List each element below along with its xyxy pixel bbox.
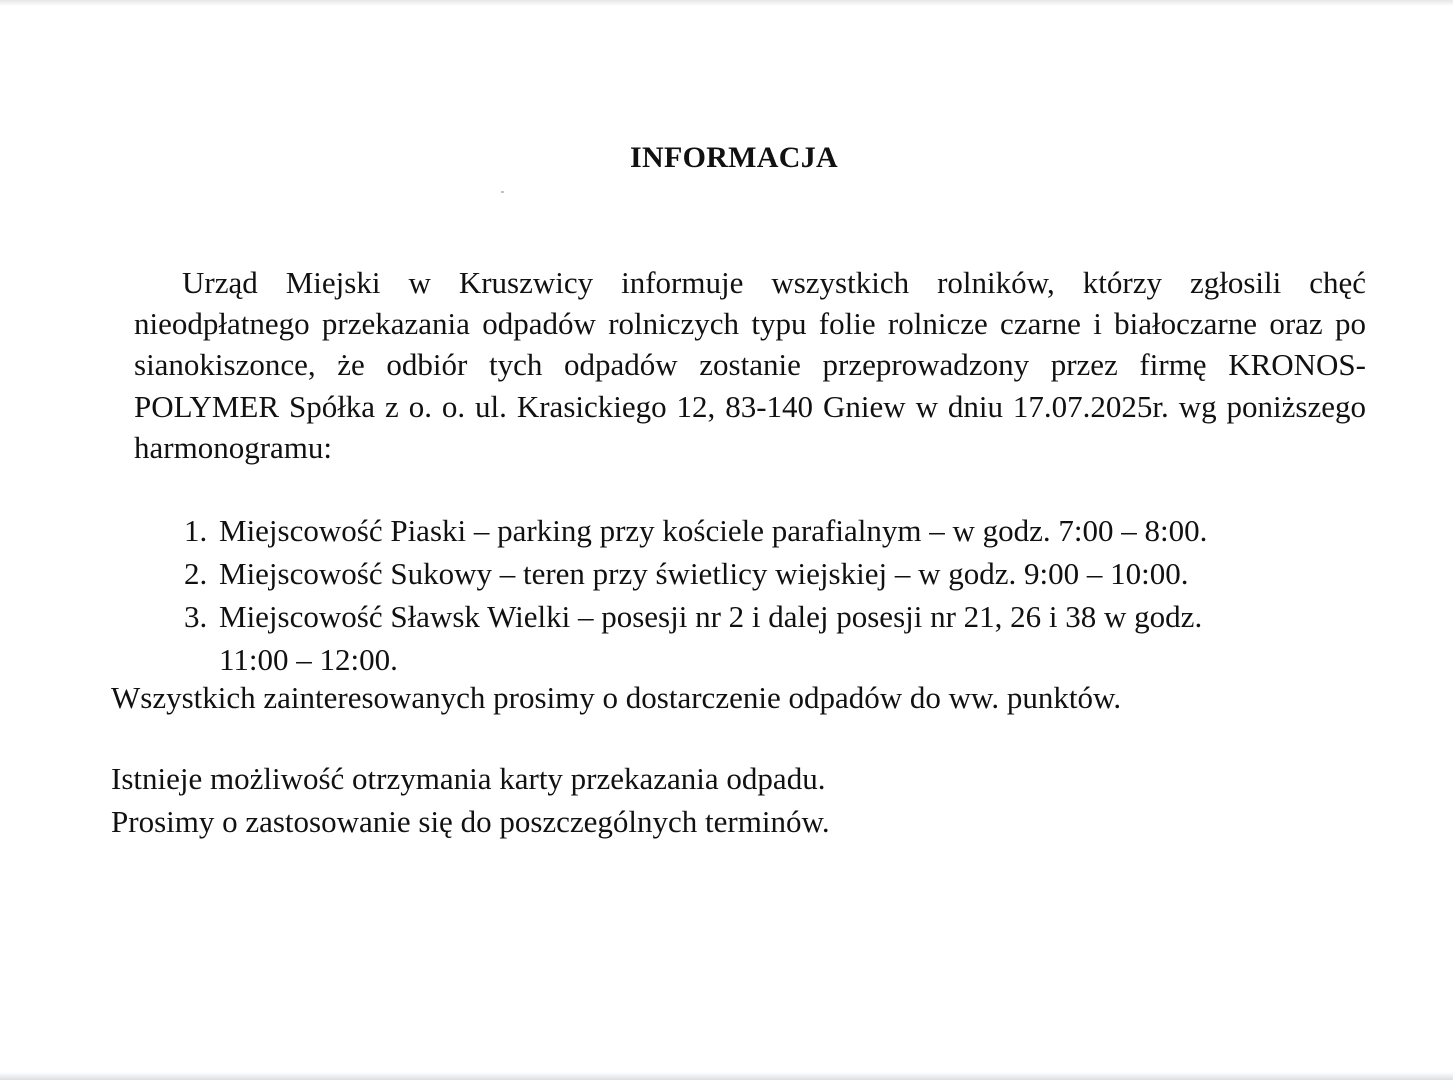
- schedule-item: [184, 595, 1374, 681]
- schedule-item-text: Miejscowość Sławsk Wielki – posesji nr 2 i dalej posesji nr 21, 26 i 38 w godz.: [219, 599, 1203, 634]
- intro-paragraph: Urząd Miejski w Kruszwicy informuje wszystkich rolników, którzy zgłosili chęć nieodpłatnego przekazania odpadów rolniczych typu folie rolnicze czarne i białoczarne oraz po sianokiszonce, że odbiór tych odpadów zostanie przeprowadzony przez firmę KRONOS-POLYMER Spółka z o. o. ul. Krasickiego 12, 83-140 Gniew w dniu 17.07.2025r. wg poniższego harmonogramu:: [134, 265, 1366, 465]
- schedule-item-text: Miejscowość Sukowy – teren przy świetlicy wiejskiej – w godz. 9:00 – 10:00.: [219, 556, 1189, 591]
- schedule-item: [184, 509, 1374, 552]
- schedule-item-number: 1.: [184, 513, 208, 548]
- schedule-item-text: Miejscowość Piaski – parking przy kościele parafialnym – w godz. 7:00 – 8:00.: [219, 513, 1208, 548]
- schedule-item-continuation: 11:00 – 12:00.: [219, 642, 398, 677]
- schedule-list: [184, 509, 1374, 681]
- note-line: Istnieje możliwość otrzymania karty przekazania odpadu.: [111, 761, 826, 796]
- closing-paragraph: Wszystkich zainteresowanych prosimy o dostarczenie odpadów do ww. punktów.: [111, 680, 1122, 715]
- schedule-item-number: 2.: [184, 556, 208, 591]
- page-bottom-edge: [0, 1072, 1453, 1080]
- scan-speck: [501, 191, 504, 193]
- note-line: Prosimy o zastosowanie się do poszczególnych terminów.: [111, 804, 830, 839]
- schedule-item: [184, 552, 1374, 595]
- schedule-item-number: 3.: [184, 599, 208, 634]
- document-title: INFORMACJA: [630, 141, 838, 174]
- page-top-edge: [0, 0, 1453, 6]
- notes-block: [111, 757, 1361, 843]
